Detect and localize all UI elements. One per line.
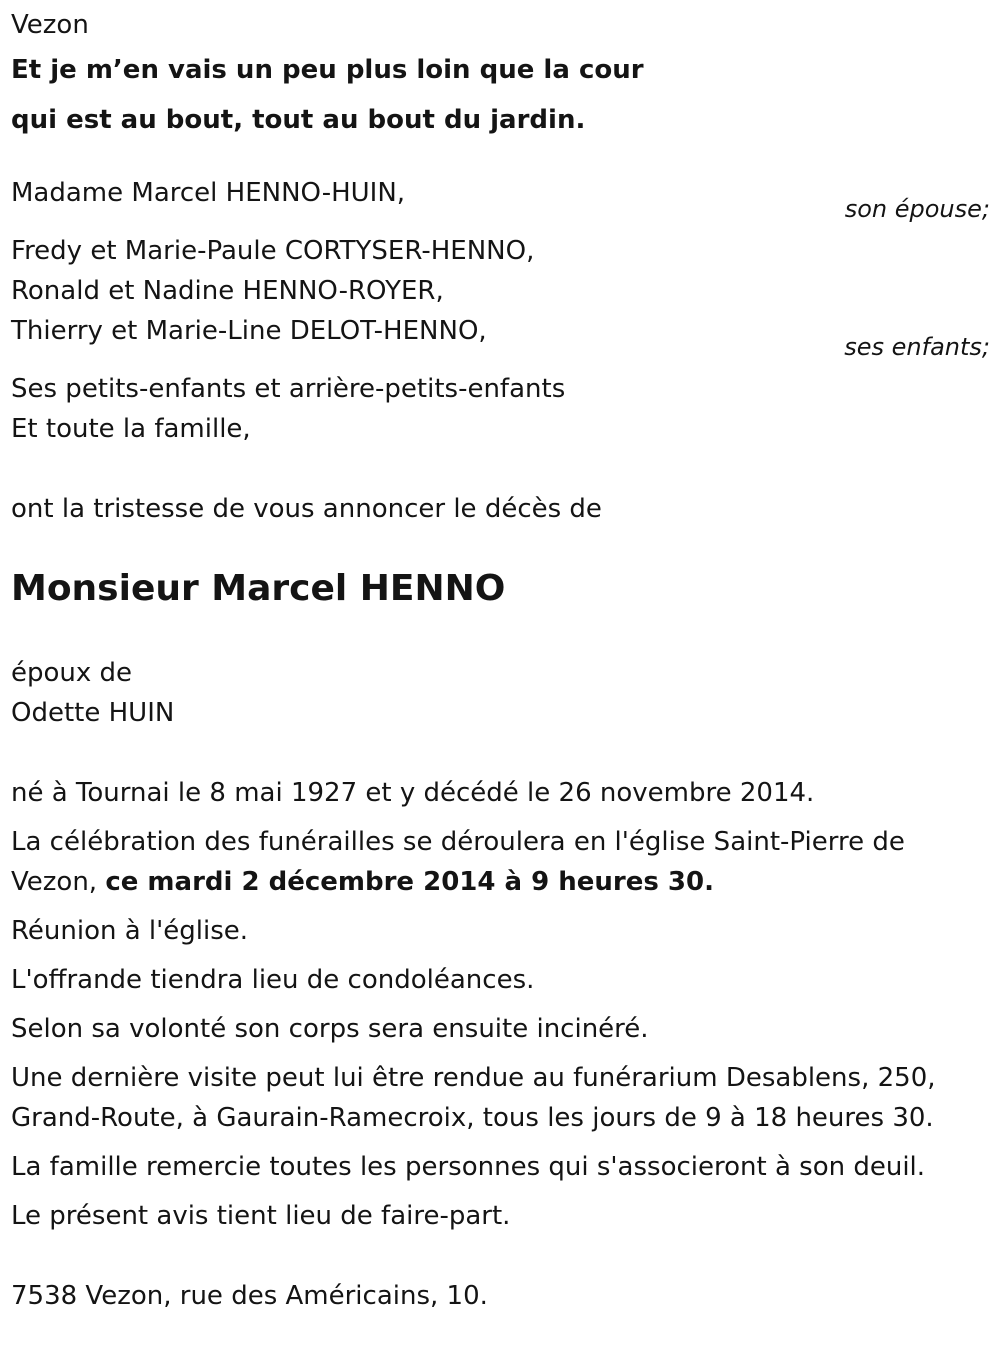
motto-line-2: qui est au bout, tout au bout du jardin. bbox=[11, 105, 586, 135]
family-line-2: Et toute la famille, bbox=[11, 414, 251, 444]
spouse-block bbox=[11, 173, 991, 221]
spouse-of-name: Odette HUIN bbox=[11, 698, 175, 728]
address: 7538 Vezon, rue des Américains, 10. bbox=[11, 1281, 488, 1311]
spouse-of-label: époux de bbox=[11, 658, 133, 688]
funeral-place: Vezon, bbox=[11, 867, 106, 897]
obituary-notice bbox=[11, 5, 991, 1316]
child-2: Ronald et Nadine HENNO-ROYER, bbox=[11, 276, 444, 306]
place-header: Vezon bbox=[11, 10, 89, 40]
funeral-datetime: ce mardi 2 décembre 2014 à 9 heures 30. bbox=[105, 867, 714, 897]
notice: Le présent avis tient lieu de faire-part. bbox=[11, 1201, 511, 1231]
offering-info: L'offrande tiendra lieu de condoléances. bbox=[11, 965, 535, 995]
deceased-name: Monsieur Marcel HENNO bbox=[11, 568, 506, 609]
child-1: Fredy et Marie-Paule CORTYSER-HENNO, bbox=[11, 236, 535, 266]
thanks: La famille remercie toutes les personnes qui s'associeront à son deuil. bbox=[11, 1152, 926, 1182]
spouse-of-block bbox=[11, 653, 991, 733]
motto-line-1: Et je m’en vais un peu plus loin que la cour bbox=[11, 55, 644, 85]
funeral-line-2 bbox=[11, 862, 991, 902]
cremation-info: Selon sa volonté son corps sera ensuite incinéré. bbox=[11, 1014, 649, 1044]
visit-info bbox=[11, 1058, 991, 1138]
funeral-info bbox=[11, 822, 991, 902]
family-block bbox=[11, 369, 991, 449]
spouse-role: son épouse; bbox=[844, 195, 990, 223]
funeral-line-1: La célébration des funérailles se déroulera en l'église Saint-Pierre de bbox=[11, 827, 905, 857]
family-line-1: Ses petits-enfants et arrière-petits-enfants bbox=[11, 374, 566, 404]
child-3: Thierry et Marie-Line DELOT-HENNO, bbox=[11, 316, 487, 346]
children-block bbox=[11, 231, 991, 359]
motto bbox=[11, 45, 991, 145]
spouse-name: Madame Marcel HENNO-HUIN, bbox=[11, 178, 406, 208]
visit-line-2: Grand-Route, à Gaurain-Ramecroix, tous les jours de 9 à 18 heures 30. bbox=[11, 1103, 934, 1133]
announcement: ont la tristesse de vous annoncer le décès de bbox=[11, 494, 602, 524]
birth-death: né à Tournai le 8 mai 1927 et y décédé le 26 novembre 2014. bbox=[11, 778, 815, 808]
children-role: ses enfants; bbox=[844, 333, 990, 361]
meeting-info: Réunion à l'église. bbox=[11, 916, 249, 946]
visit-line-1: Une dernière visite peut lui être rendue au funérarium Desablens, 250, bbox=[11, 1063, 936, 1093]
